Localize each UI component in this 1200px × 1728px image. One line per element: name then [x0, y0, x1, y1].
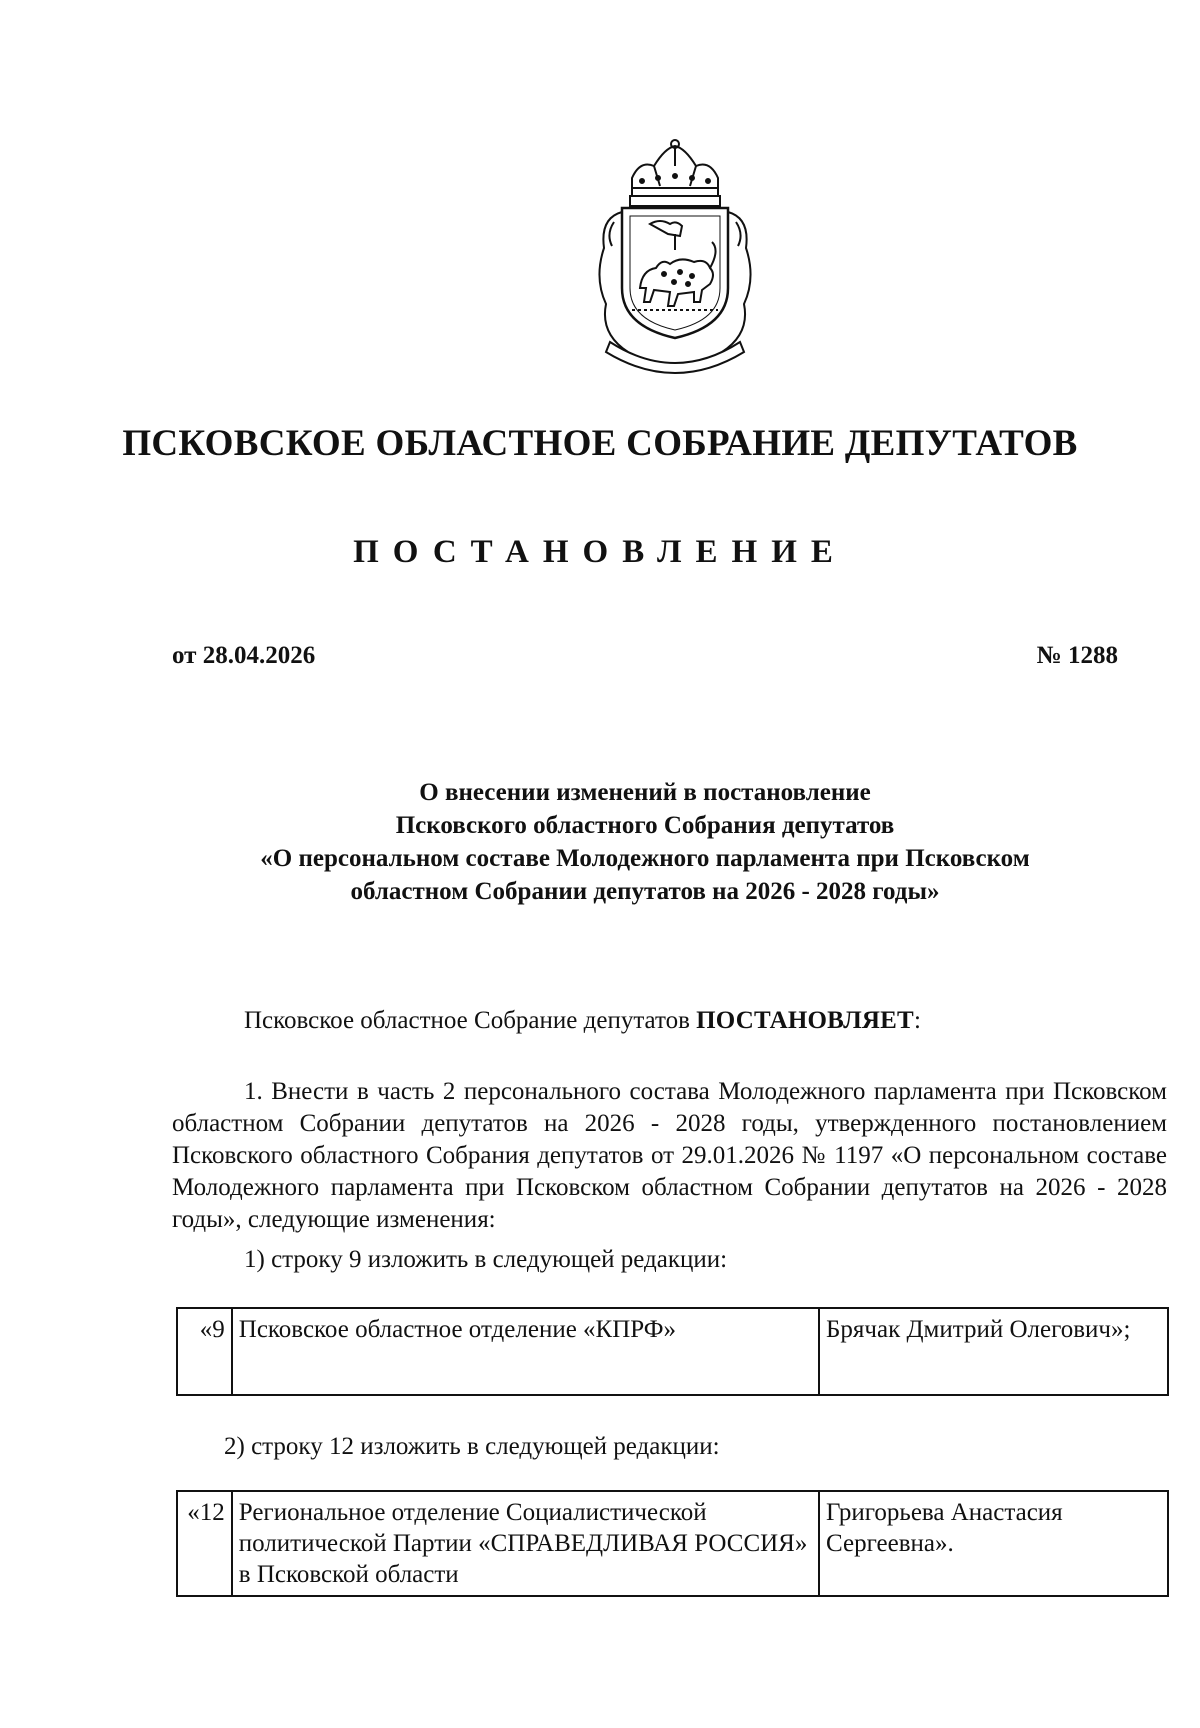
- table-row: [177, 1308, 1168, 1395]
- row-number-cell: «12: [177, 1491, 232, 1596]
- document-number: № 1288: [1036, 642, 1118, 669]
- document-type-heading: ПОСТАНОВЛЕНИЕ: [353, 534, 847, 570]
- subject-line: Псковского областного Собрания депутатов: [395, 812, 895, 839]
- subject-line: О внесении изменений в постановление: [419, 779, 871, 806]
- person-name-cell: Брячак Дмитрий Олегович»;: [819, 1308, 1168, 1395]
- resolves-statement: [172, 1005, 1167, 1037]
- subject-line: «О персональном составе Молодежного парламента при Псковском: [260, 845, 1030, 872]
- paragraph-1-text: 1. Внести в часть 2 персонального состава Молодежного парламента при Псковском областном Собрании депутатов на 2026 - 2028 годы, утвержденного постановлением Псковского областного Собрания депутатов от 29.01.2026 № 1197 «О персональном составе Молодежного парламента при Псковском областном Собрании депутатов на 2026 - 2028 годы», следующие изменения:: [172, 1078, 1167, 1233]
- row-number-cell: «9: [177, 1308, 232, 1395]
- document-date: от 28.04.2026: [172, 642, 316, 669]
- resolves-suffix: :: [913, 1007, 921, 1034]
- resolves-keyword: ПОСТАНОВЛЯЕТ: [696, 1007, 914, 1034]
- person-name-cell: Григорьева Анастасия Сергеевна».: [819, 1491, 1168, 1596]
- organization-title: ПСКОВСКОЕ ОБЛАСТНОЕ СОБРАНИЕ ДЕПУТАТОВ: [122, 423, 1078, 464]
- amendment-table-row-9: [176, 1307, 1169, 1396]
- pskov-oblast-coat-of-arms-icon: [570, 138, 780, 388]
- item-2: 2) строку 12 изложить в следующей редакции:: [224, 1433, 720, 1460]
- amendment-table-row-12: [176, 1490, 1169, 1597]
- table-row: [177, 1491, 1168, 1596]
- document-subject: [172, 776, 1118, 908]
- organization-cell: Псковское областное отделение «КПРФ»: [232, 1308, 819, 1395]
- paragraph-1: [172, 1076, 1167, 1236]
- resolves-prefix: Псковское областное Собрание депутатов: [244, 1007, 697, 1034]
- item-1: 1) строку 9 изложить в следующей редакции:: [244, 1246, 728, 1273]
- subject-line: областном Собрании депутатов на 2026 - 2028 годы»: [350, 878, 940, 905]
- organization-cell: Региональное отделение Социалистической политической Партии «СПРАВЕДЛИВАЯ РОССИЯ» в Псковской области: [232, 1491, 819, 1596]
